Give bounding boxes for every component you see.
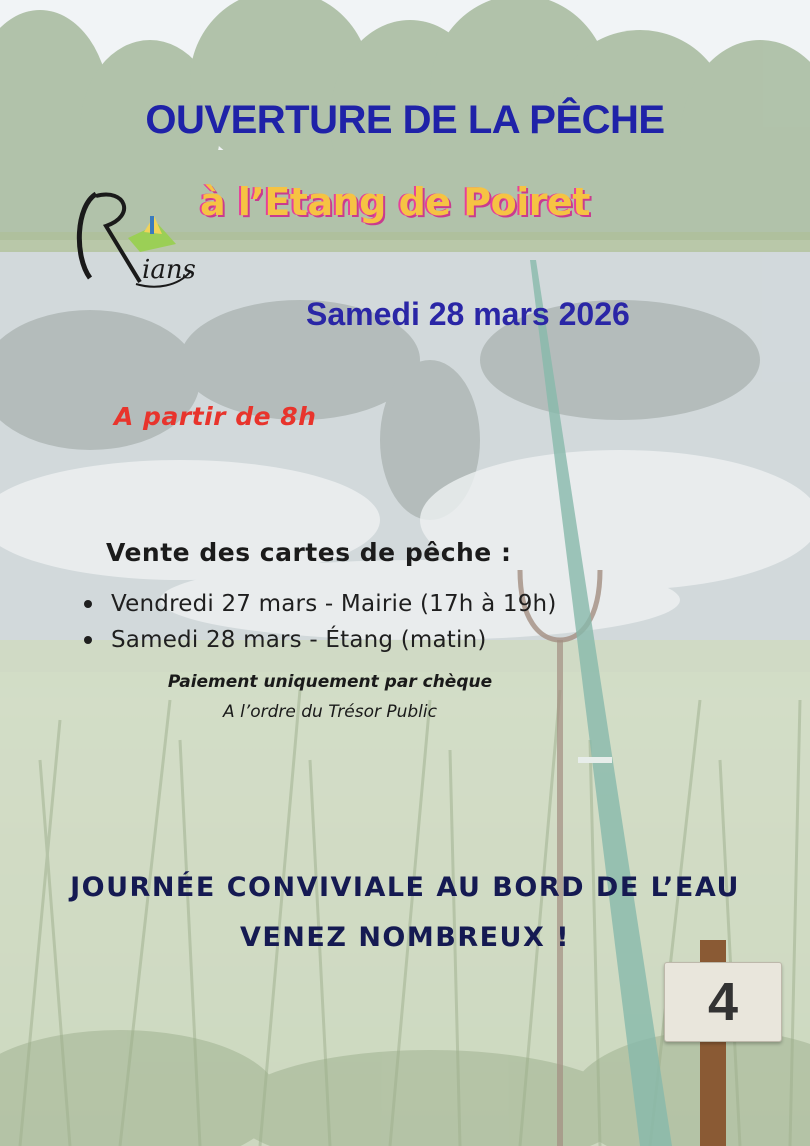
svg-text:ians: ians — [142, 255, 196, 285]
convivial-line-2: VENEZ NOMBREUX ! — [239, 922, 571, 953]
bullet-icon — [84, 600, 92, 608]
payment-order-note: A l’ordre du Trésor Public — [223, 702, 437, 722]
list-item — [84, 586, 557, 622]
numbered-sign — [664, 962, 782, 1042]
bullet-icon — [84, 636, 92, 644]
list-item — [84, 622, 557, 658]
sales-list — [84, 586, 557, 658]
sales-item-label: Vendredi 27 mars - Mairie (17h à 19h) — [111, 591, 557, 617]
payment-note: Paiement uniquement par chèque — [167, 672, 493, 692]
sales-heading: Vente des cartes de pêche : — [106, 538, 512, 567]
sign-number: 4 — [707, 972, 739, 1032]
convivial-line-1: JOURNÉE CONVIVIALE AU BORD DE L’EAU — [70, 872, 740, 903]
sales-item-label: Samedi 28 mars - Étang (matin) — [111, 627, 487, 653]
poster-subtitle: à l’Etang de Poiret — [200, 180, 590, 224]
rians-logo — [66, 186, 198, 294]
event-time: A partir de 8h — [114, 402, 317, 431]
poster-title: OUVERTURE DE LA PÊCHE — [145, 98, 665, 142]
event-date: Samedi 28 mars 2026 — [306, 296, 630, 332]
